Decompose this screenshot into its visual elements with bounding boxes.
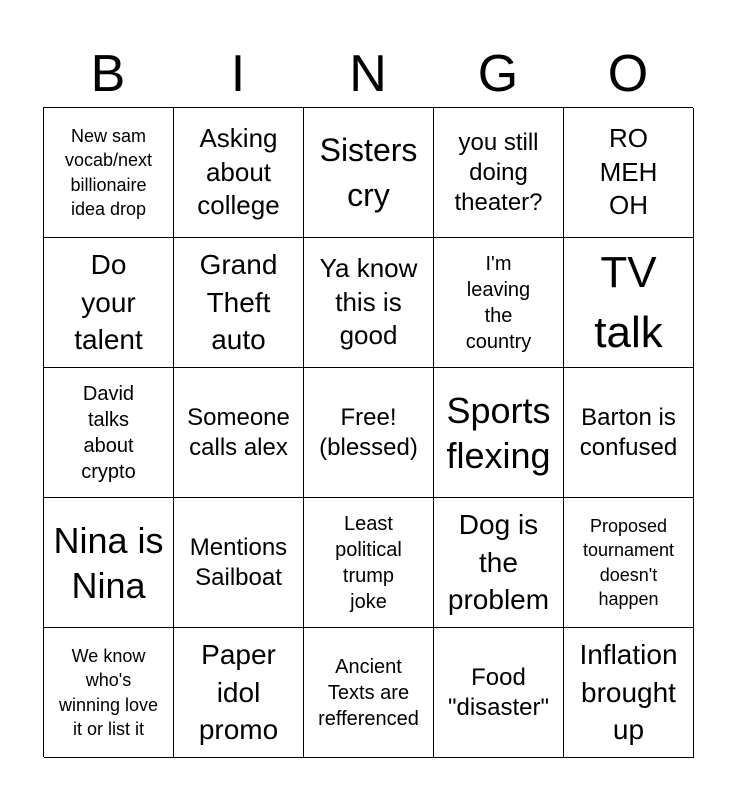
cell-text: Inflation brought up [579, 638, 678, 746]
cell-text: Asking about college [197, 122, 280, 221]
cell-text: Food "disaster" [447, 663, 550, 721]
bingo-cell[interactable] [564, 628, 694, 758]
cell-text: Paper idol promo [198, 638, 279, 746]
header-letter-n: N [349, 45, 387, 103]
bingo-cell[interactable] [304, 108, 434, 238]
cell-text: Ancient Texts are refferenced [318, 655, 419, 730]
bingo-cell[interactable] [44, 108, 174, 238]
cell-text: I'm leaving the country [465, 252, 532, 353]
header-letter-i: I [230, 45, 246, 103]
cell-text: TV talk [594, 248, 663, 357]
bingo-cell[interactable] [174, 108, 304, 238]
cell-text: you still doing theater? [454, 128, 543, 216]
header-letter-g: G [477, 45, 519, 103]
bingo-cell[interactable] [564, 108, 694, 238]
cell-text: Grand Theft auto [199, 248, 278, 356]
cell-text: Least political trump joke [335, 512, 402, 613]
bingo-cell[interactable] [174, 628, 304, 758]
cell-text: Someone calls alex [187, 403, 290, 461]
cell-text: We know who's winning love it or list it [58, 645, 159, 739]
bingo-cell[interactable] [434, 498, 564, 628]
cell-text: David talks about crypto [81, 382, 136, 483]
header-letter-o: O [607, 45, 649, 103]
cell-text: New sam vocab/next billionaire idea drop [64, 125, 153, 219]
bingo-cell[interactable] [304, 498, 434, 628]
cell-text: Barton is confused [579, 403, 678, 461]
bingo-cell[interactable] [564, 238, 694, 368]
cell-text: Sisters cry [319, 131, 418, 213]
bingo-cell[interactable] [434, 368, 564, 498]
bingo-cell[interactable] [304, 238, 434, 368]
bingo-cell[interactable] [174, 368, 304, 498]
cell-text: RO MEH OH [599, 122, 658, 221]
bingo-cell[interactable] [434, 108, 564, 238]
bingo-cell[interactable] [434, 238, 564, 368]
bingo-board [43, 107, 693, 757]
cell-text: Proposed tournament doesn't happen [582, 515, 675, 609]
header-letter-b: B [90, 45, 126, 103]
cell-text: Ya know this is good [319, 252, 418, 351]
bingo-cell[interactable] [174, 238, 304, 368]
cell-text: Mentions Sailboat [189, 533, 288, 591]
cell-text: Nina is Nina [53, 519, 164, 606]
cell-text: Dog is the problem [447, 508, 550, 616]
cell-text: Sports flexing [446, 389, 551, 476]
bingo-cell[interactable] [174, 498, 304, 628]
bingo-cell[interactable] [44, 498, 174, 628]
bingo-cell[interactable] [304, 368, 434, 498]
bingo-cell[interactable] [44, 368, 174, 498]
bingo-header [43, 40, 693, 108]
bingo-cell[interactable] [304, 628, 434, 758]
cell-text: Do your talent [74, 248, 143, 356]
bingo-cell[interactable] [44, 628, 174, 758]
bingo-cell[interactable] [564, 498, 694, 628]
bingo-cell[interactable] [44, 238, 174, 368]
bingo-cell[interactable] [434, 628, 564, 758]
bingo-cell[interactable] [564, 368, 694, 498]
cell-text: Free! (blessed) [319, 403, 418, 461]
